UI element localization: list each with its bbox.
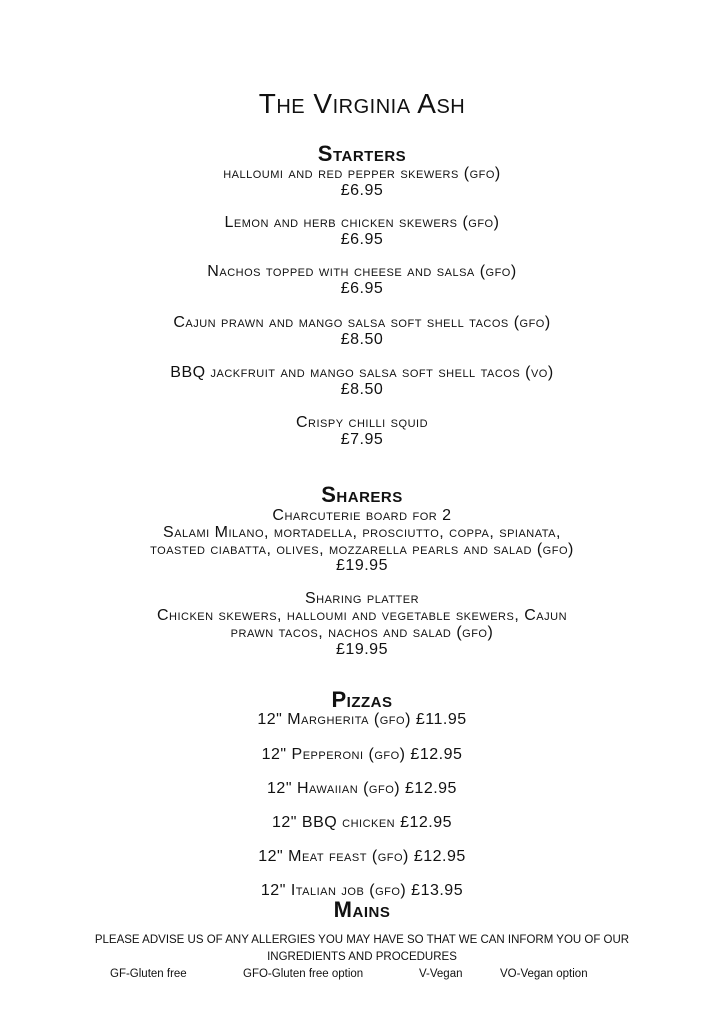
legend-gluten-free: GF-Gluten free [110, 968, 187, 980]
pizzas-heading: Pizzas [331, 687, 393, 712]
legend-gluten-free-option: GFO-Gluten free option [243, 968, 364, 980]
sharer-item-name: Sharing platter [304, 590, 420, 607]
starter-item-price: £6.95 [340, 231, 384, 248]
allergy-notice-line: PLEASE ADVISE US OF ANY ALLERGIES YOU MAY HAVE SO THAT WE CAN INFORM YOU OF OUR [94, 934, 630, 946]
restaurant-title: The Virginia Ash [258, 88, 466, 119]
sharer-item-description: toasted ciabatta, olives, mozzarella pearls and salad (gfo) [150, 541, 574, 558]
sharer-item-price: £19.95 [336, 557, 388, 574]
sharer-item-description: Salami Milano, mortadella, prosciutto, coppa, spianata, [163, 524, 561, 541]
starter-item-name: Lemon and herb chicken skewers (gfo) [224, 214, 500, 231]
legend-vegan: V-Vegan [419, 968, 463, 980]
allergy-notice-line: INGREDIENTS AND PROCEDURES [267, 951, 457, 963]
starter-item-price: £6.95 [340, 182, 384, 199]
sharer-item-description: Chicken skewers, halloumi and vegetable skewers, Cajun [156, 607, 568, 624]
dietary-legend [0, 966, 724, 982]
legend-vegan-option: VO-Vegan option [500, 968, 588, 980]
pizza-item: 12" BBQ chicken £12.95 [271, 814, 453, 831]
sharer-item-description: prawn tacos, nachos and salad (gfo) [230, 624, 494, 641]
starter-item-name: halloumi and red pepper skewers (gfo) [223, 165, 501, 182]
starter-item-price: £7.95 [340, 431, 384, 448]
pizza-item: 12" Pepperoni (gfo) £12.95 [261, 746, 463, 763]
sharer-item-name: Charcuterie board for 2 [272, 507, 452, 524]
pizza-item: 12" Hawaiian (gfo) £12.95 [267, 780, 457, 797]
starter-item-price: £8.50 [340, 381, 384, 398]
sharers-heading: Sharers [321, 482, 403, 507]
mains-heading: Mains [333, 897, 391, 922]
starters-heading: Starters [317, 141, 407, 166]
sharer-item-price: £19.95 [336, 641, 388, 658]
pizza-item: 12" Meat feast (gfo) £12.95 [258, 848, 466, 865]
starter-item-price: £6.95 [340, 280, 384, 297]
starter-item-price: £8.50 [340, 331, 384, 348]
pizza-item: 12" Margherita (gfo) £11.95 [257, 711, 467, 728]
starter-item-name: Crispy chilli squid [295, 414, 429, 431]
starter-item-name: Cajun prawn and mango salsa soft shell tacos (gfo) [173, 314, 551, 331]
starter-item-name: Nachos topped with cheese and salsa (gfo) [207, 263, 517, 280]
pizza-item: 12" Italian job (gfo) £13.95 [260, 882, 464, 899]
starter-item-name: BBQ jackfruit and mango salsa soft shell tacos (vo) [170, 364, 554, 381]
